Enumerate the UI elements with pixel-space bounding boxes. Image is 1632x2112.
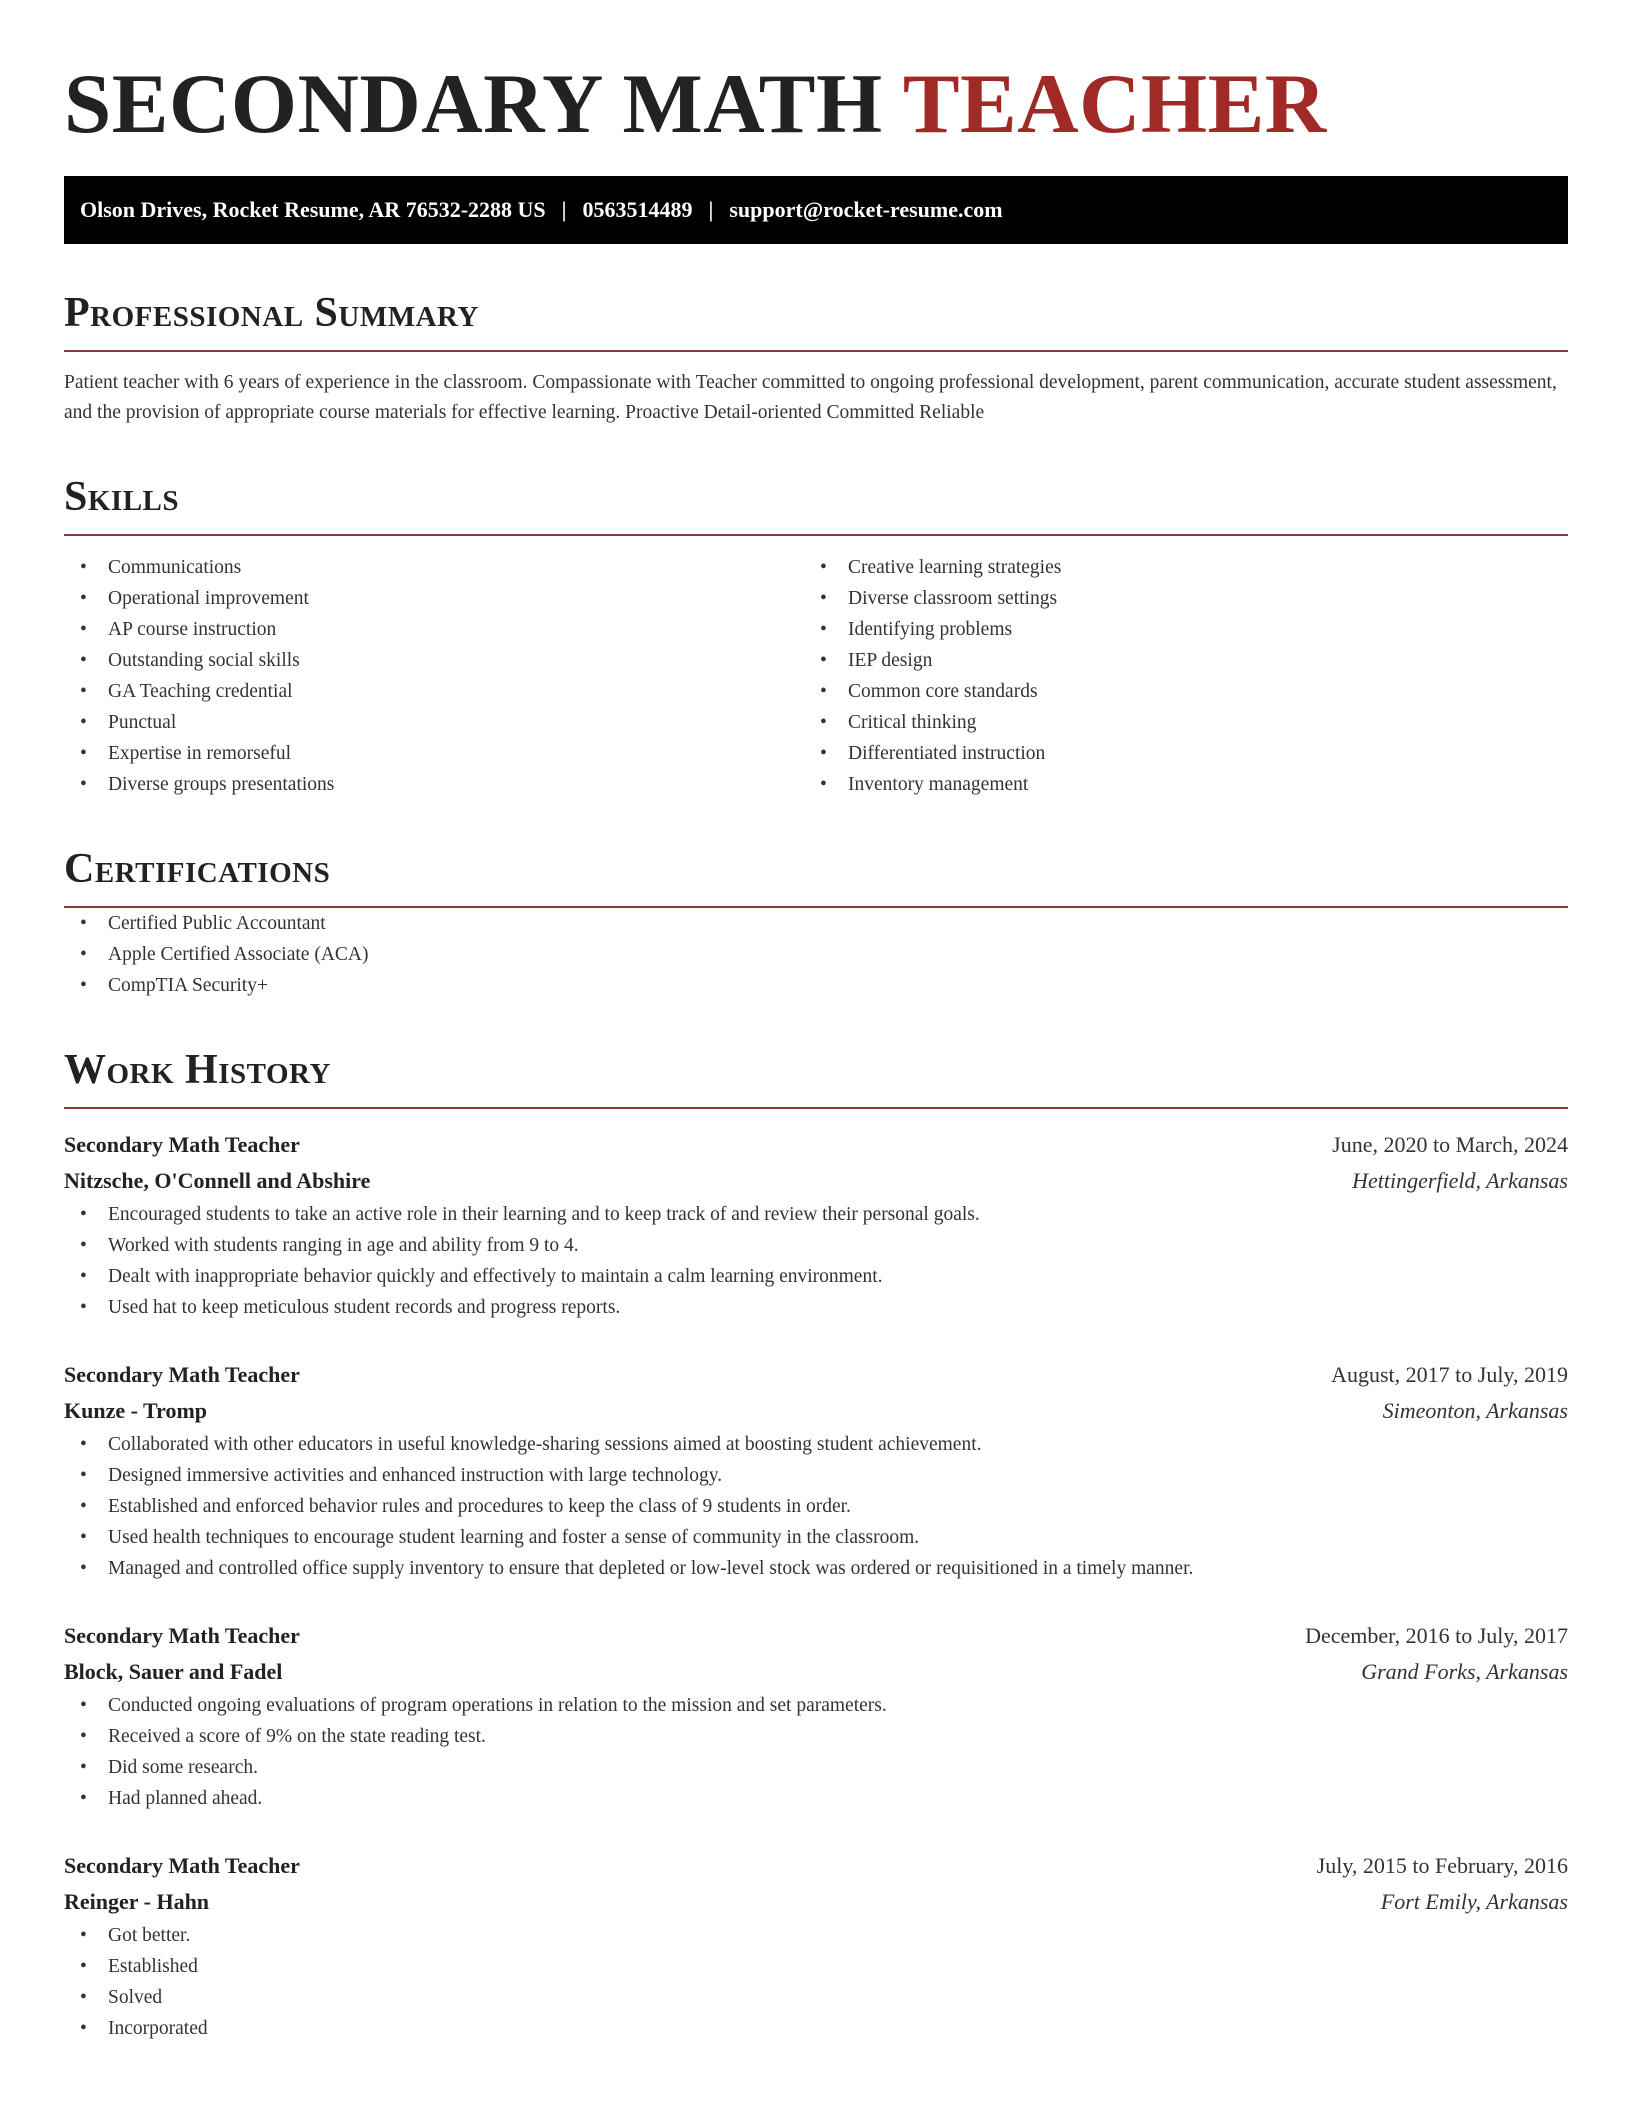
section-heading: Skills bbox=[64, 474, 180, 520]
job-dates: June, 2020 to March, 2024 bbox=[1332, 1132, 1568, 1157]
job-bullets bbox=[64, 1690, 1568, 1814]
job-title: Secondary Math Teacher bbox=[64, 1853, 300, 1878]
job-entry bbox=[64, 1357, 1568, 1584]
job-bullet: • Used hat to keep meticulous student records and progress reports. bbox=[64, 1292, 1568, 1323]
job-location: Simeonton, Arkansas bbox=[1382, 1398, 1568, 1423]
section-heading: Professional Summary bbox=[64, 290, 479, 336]
skills-list-left bbox=[64, 552, 804, 800]
contact-separator: | bbox=[708, 197, 714, 222]
job-header-row bbox=[64, 1848, 1568, 1884]
resume-title bbox=[64, 56, 1568, 152]
job-bullet: • Dealt with inappropriate behavior quickly and effectively to maintain a calm learning environment. bbox=[64, 1261, 1568, 1292]
certifications-list bbox=[64, 908, 1568, 1001]
job-bullet: • Encouraged students to take an active role in their learning and to keep track of and review their personal goals. bbox=[64, 1199, 1568, 1230]
skills-section bbox=[64, 472, 1568, 800]
job-entry bbox=[64, 1618, 1568, 1814]
skills-list-right bbox=[804, 552, 1544, 800]
job-bullet: • Designed immersive activities and enhanced instruction with large technology. bbox=[64, 1460, 1568, 1491]
skill-item: • Identifying problems bbox=[804, 614, 1544, 645]
section-divider bbox=[64, 1107, 1568, 1109]
contact-phone: 0563514489 bbox=[582, 197, 693, 222]
job-company: Block, Sauer and Fadel bbox=[64, 1659, 283, 1684]
job-company-row bbox=[64, 1654, 1568, 1690]
job-bullet: • Had planned ahead. bbox=[64, 1783, 1568, 1814]
job-header-row bbox=[64, 1127, 1568, 1163]
skill-item: • Inventory management bbox=[804, 769, 1544, 800]
job-bullet: • Used health techniques to encourage student learning and foster a sense of community in the classroom. bbox=[64, 1522, 1568, 1553]
job-title: Secondary Math Teacher bbox=[64, 1132, 300, 1157]
job-title: Secondary Math Teacher bbox=[64, 1362, 300, 1387]
certification-item: • Apple Certified Associate (ACA) bbox=[64, 939, 1568, 970]
skill-item: • Communications bbox=[64, 552, 804, 583]
skill-item: • Expertise in remorseful bbox=[64, 738, 804, 769]
job-title: Secondary Math Teacher bbox=[64, 1623, 300, 1648]
title-main: SECONDARY MATH bbox=[64, 57, 883, 151]
certification-item: • Certified Public Accountant bbox=[64, 908, 1568, 939]
skill-item: • IEP design bbox=[804, 645, 1544, 676]
job-bullet: • Established bbox=[64, 1951, 1568, 1982]
skill-item: • Creative learning strategies bbox=[804, 552, 1544, 583]
job-entry bbox=[64, 1127, 1568, 1323]
skills-grid bbox=[64, 552, 1568, 800]
job-bullet: • Established and enforced behavior rules and procedures to keep the class of 9 students in order. bbox=[64, 1491, 1568, 1522]
job-dates: July, 2015 to February, 2016 bbox=[1316, 1853, 1568, 1878]
skill-item: • Common core standards bbox=[804, 676, 1544, 707]
job-dates: August, 2017 to July, 2019 bbox=[1331, 1362, 1568, 1387]
job-bullets bbox=[64, 1429, 1568, 1584]
job-company: Reinger - Hahn bbox=[64, 1889, 210, 1914]
skill-item: • AP course instruction bbox=[64, 614, 804, 645]
job-bullet: • Conducted ongoing evaluations of program operations in relation to the mission and set parameters. bbox=[64, 1690, 1568, 1721]
certifications-section bbox=[64, 844, 1568, 1001]
certification-item: • CompTIA Security+ bbox=[64, 970, 1568, 1001]
job-company: Nitzsche, O'Connell and Abshire bbox=[64, 1168, 371, 1193]
section-divider bbox=[64, 350, 1568, 352]
skill-item: • Outstanding social skills bbox=[64, 645, 804, 676]
contact-separator: | bbox=[561, 197, 567, 222]
job-bullets bbox=[64, 1920, 1568, 2044]
section-heading: Certifications bbox=[64, 846, 331, 892]
work-history-section bbox=[64, 1045, 1568, 2044]
summary-section bbox=[64, 288, 1568, 428]
job-bullet: • Did some research. bbox=[64, 1752, 1568, 1783]
job-location: Grand Forks, Arkansas bbox=[1361, 1659, 1568, 1684]
skill-item: • Diverse groups presentations bbox=[64, 769, 804, 800]
skill-item: • GA Teaching credential bbox=[64, 676, 804, 707]
skill-item: • Operational improvement bbox=[64, 583, 804, 614]
skill-item: • Differentiated instruction bbox=[804, 738, 1544, 769]
job-company-row bbox=[64, 1884, 1568, 1920]
contact-bar bbox=[64, 176, 1568, 244]
job-bullet: • Managed and controlled office supply inventory to ensure that depleted or low-level stock was ordered or requisitioned in a timely manner. bbox=[64, 1553, 1568, 1584]
job-header-row bbox=[64, 1618, 1568, 1654]
skill-item: • Punctual bbox=[64, 707, 804, 738]
job-bullet: • Received a score of 9% on the state reading test. bbox=[64, 1721, 1568, 1752]
job-bullet: • Collaborated with other educators in useful knowledge-sharing sessions aimed at boosting student achievement. bbox=[64, 1429, 1568, 1460]
job-company-row bbox=[64, 1163, 1568, 1199]
job-location: Hettingerfield, Arkansas bbox=[1352, 1168, 1568, 1193]
job-bullet: • Worked with students ranging in age and ability from 9 to 4. bbox=[64, 1230, 1568, 1261]
section-divider bbox=[64, 534, 1568, 536]
skill-item: • Diverse classroom settings bbox=[804, 583, 1544, 614]
skill-item: • Critical thinking bbox=[804, 707, 1544, 738]
job-bullet: • Incorporated bbox=[64, 2013, 1568, 2044]
job-company-row bbox=[64, 1393, 1568, 1429]
job-company: Kunze - Tromp bbox=[64, 1398, 208, 1423]
job-bullets bbox=[64, 1199, 1568, 1323]
job-dates: December, 2016 to July, 2017 bbox=[1305, 1623, 1568, 1648]
contact-email: support@rocket-resume.com bbox=[729, 197, 1003, 222]
section-heading: Work History bbox=[64, 1047, 331, 1093]
job-bullet: • Solved bbox=[64, 1982, 1568, 2013]
jobs-list bbox=[64, 1127, 1568, 2044]
job-bullet: • Got better. bbox=[64, 1920, 1568, 1951]
job-entry bbox=[64, 1848, 1568, 2044]
title-accent: TEACHER bbox=[902, 57, 1327, 151]
job-header-row bbox=[64, 1357, 1568, 1393]
summary-text: Patient teacher with 6 years of experience in the classroom. Compassionate with Teacher committed to ongoing professional development, parent communication, accurate student assessment, and the provision of appropriate course materials for effective learning. Proactive Detail-oriented Committed Reliable bbox=[64, 372, 1557, 423]
job-location: Fort Emily, Arkansas bbox=[1380, 1889, 1568, 1914]
contact-address: Olson Drives, Rocket Resume, AR 76532-2288 US bbox=[80, 197, 546, 222]
